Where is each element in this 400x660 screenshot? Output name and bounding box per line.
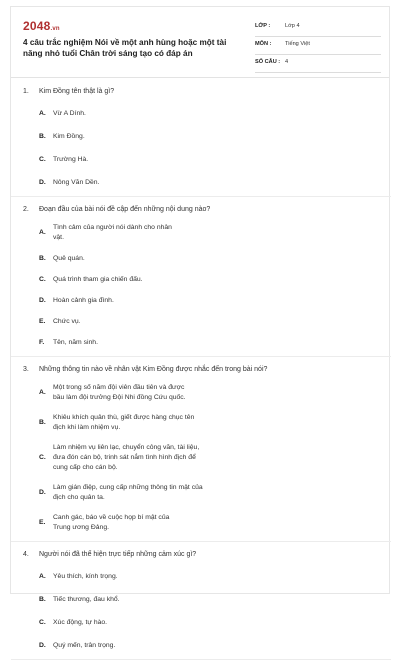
option-c[interactable] bbox=[39, 443, 211, 473]
option-text: Tên, năm sinh. bbox=[53, 339, 98, 346]
option-letter: B. bbox=[39, 133, 46, 140]
option-f[interactable] bbox=[39, 338, 211, 348]
option-b[interactable] bbox=[39, 254, 211, 264]
option-text: Một trong số năm đội viên đầu tiên và được bầu làm đội trưởng Đội Nhi đồng Cứu quốc. bbox=[53, 384, 186, 401]
option-text: Quý mến, trân trọng. bbox=[53, 642, 116, 649]
meta-label: SỐ CÂU : bbox=[255, 59, 281, 65]
option-text: Quê quán. bbox=[53, 255, 85, 262]
question-2 bbox=[23, 197, 379, 348]
option-b[interactable] bbox=[39, 413, 211, 433]
option-b[interactable] bbox=[39, 595, 211, 605]
option-d[interactable] bbox=[39, 178, 211, 188]
question-number: 2. bbox=[23, 206, 29, 213]
option-letter: D. bbox=[39, 642, 46, 649]
option-a[interactable] bbox=[39, 109, 211, 119]
logo-main: 2048 bbox=[23, 19, 51, 33]
option-c[interactable] bbox=[39, 275, 211, 285]
meta-row-class bbox=[255, 19, 381, 37]
meta-row-count bbox=[255, 55, 381, 73]
worksheet-page bbox=[10, 6, 390, 649]
option-letter: C. bbox=[39, 156, 46, 163]
option-text: Kim Đồng. bbox=[53, 133, 85, 140]
question-text: Người nói đã thể hiện trực tiếp những cảm xúc gì? bbox=[39, 551, 197, 558]
meta-label: LỚP : bbox=[255, 23, 271, 29]
meta-value: Lớp 4 bbox=[285, 23, 300, 29]
question-stem bbox=[23, 87, 379, 97]
option-text: Làm gián điệp, cung cấp những thông tin mật của địch cho quân ta. bbox=[53, 484, 203, 501]
option-letter: C. bbox=[39, 619, 46, 626]
option-text: Nông Văn Dền. bbox=[53, 179, 100, 186]
meta-value: 4 bbox=[285, 59, 289, 65]
option-text: Canh gác, báo về cuộc họp bí mật của Trung ương Đảng. bbox=[53, 514, 170, 531]
option-letter: A. bbox=[39, 110, 46, 117]
question-text: Những thông tin nào về nhân vật Kim Đồng được nhắc đến trong bài nói? bbox=[39, 366, 268, 373]
site-logo[interactable] bbox=[23, 19, 60, 33]
question-number: 3. bbox=[23, 366, 29, 373]
option-text: Vừ A Dính. bbox=[53, 110, 86, 117]
option-letter: B. bbox=[39, 419, 46, 426]
option-letter: D. bbox=[39, 179, 46, 186]
option-letter: B. bbox=[39, 596, 46, 603]
option-text: Trường Hà. bbox=[53, 156, 89, 163]
worksheet-title: 4 câu trắc nghiệm Nói về một anh hùng hoặc một tài năng nhỏ tuổi Chân trời sáng tạo có đáp án bbox=[23, 38, 227, 58]
option-a[interactable] bbox=[39, 223, 211, 243]
option-text: Hoàn cảnh gia đình. bbox=[53, 297, 114, 304]
option-d[interactable] bbox=[39, 483, 211, 503]
option-a[interactable] bbox=[39, 383, 211, 403]
question-text: Đoạn đầu của bài nói đề cập đến những nội dung nào? bbox=[39, 206, 211, 213]
option-d[interactable] bbox=[39, 296, 211, 306]
option-letter: D. bbox=[39, 297, 46, 304]
option-text: Xúc động, tự hào. bbox=[53, 619, 108, 626]
question-number: 1. bbox=[23, 88, 29, 95]
meta-value: Tiếng Việt bbox=[285, 41, 310, 47]
logo-suffix: .vn bbox=[50, 26, 60, 32]
option-letter: A. bbox=[39, 229, 46, 236]
option-text: Làm nhiệm vụ liên lạc, chuyển công văn, tài liệu, đưa đón cán bộ, trinh sát nắm tình hình địch để cung cấp cho cán bộ. bbox=[53, 444, 200, 471]
option-text: Yêu thích, kính trọng. bbox=[53, 573, 118, 580]
question-1 bbox=[23, 83, 379, 188]
option-letter: F. bbox=[39, 339, 45, 346]
option-text: Quá trình tham gia chiến đấu. bbox=[53, 276, 143, 283]
header-divider bbox=[11, 77, 389, 78]
meta-row-subject bbox=[255, 37, 381, 55]
question-3 bbox=[23, 357, 379, 533]
question-list bbox=[23, 83, 379, 660]
question-stem bbox=[23, 205, 379, 215]
option-text: Chức vụ. bbox=[53, 318, 81, 325]
option-letter: D. bbox=[39, 489, 46, 496]
option-letter: E. bbox=[39, 519, 46, 526]
option-c[interactable] bbox=[39, 618, 211, 628]
question-stem bbox=[23, 550, 379, 560]
option-e[interactable] bbox=[39, 513, 211, 533]
meta-label: MÔN : bbox=[255, 41, 272, 47]
option-c[interactable] bbox=[39, 155, 211, 165]
question-number: 4. bbox=[23, 551, 29, 558]
question-4 bbox=[23, 542, 379, 651]
option-text: Khiêu khích quân thù, giết được hàng chục tên địch khi làm nhiệm vụ. bbox=[53, 414, 195, 431]
option-letter: C. bbox=[39, 454, 46, 461]
option-letter: E. bbox=[39, 318, 46, 325]
option-d[interactable] bbox=[39, 641, 211, 651]
option-e[interactable] bbox=[39, 317, 211, 327]
question-stem bbox=[23, 365, 379, 375]
option-a[interactable] bbox=[39, 572, 211, 582]
option-text: Tiếc thương, đau khổ. bbox=[53, 596, 120, 603]
option-b[interactable] bbox=[39, 132, 211, 142]
option-text: Tình cảm của người nói dành cho nhân vật. bbox=[53, 224, 172, 241]
meta-table bbox=[255, 19, 381, 73]
option-letter: A. bbox=[39, 389, 46, 396]
option-letter: A. bbox=[39, 573, 46, 580]
option-letter: B. bbox=[39, 255, 46, 262]
question-text: Kim Đồng tên thật là gì? bbox=[39, 88, 115, 95]
option-letter: C. bbox=[39, 276, 46, 283]
